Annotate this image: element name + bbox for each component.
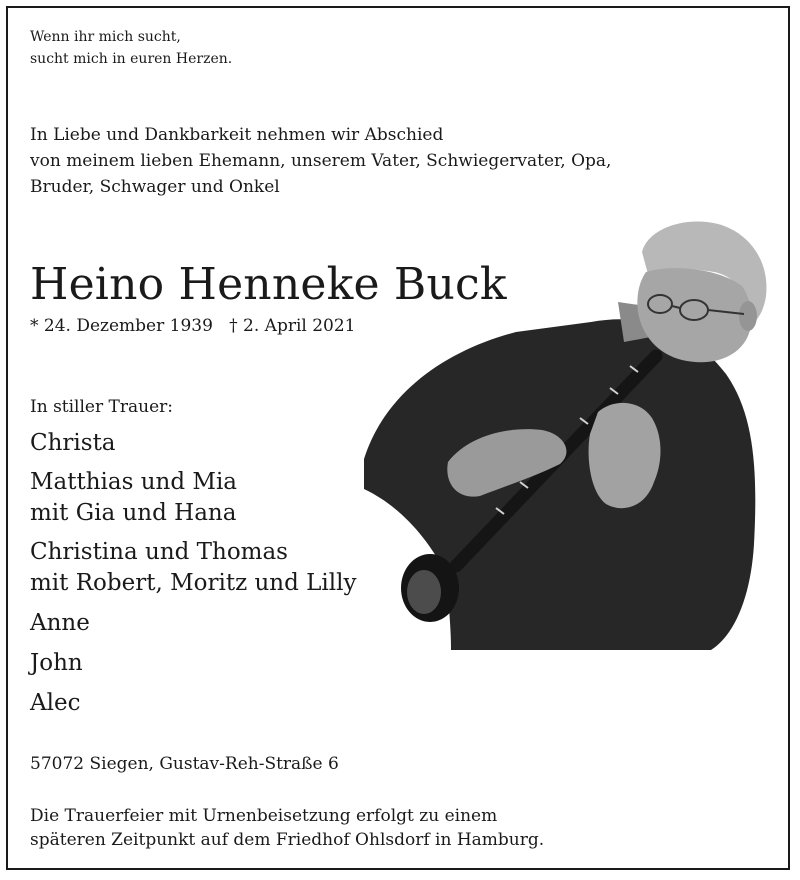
- motto: [30, 26, 232, 70]
- death-date: † 2. April 2021: [229, 316, 356, 336]
- mourner-entry: Anne: [30, 610, 90, 636]
- mourner-entry: John: [30, 650, 83, 676]
- funeral-notice: [30, 804, 544, 852]
- mourners-label: In stiller Trauer:: [30, 397, 173, 417]
- ear: [739, 301, 757, 331]
- funeral-notice-line-1: Die Trauerfeier mit Urnenbeisetzung erfolgt zu einem: [30, 806, 498, 826]
- birth-date: * 24. Dezember 1939: [30, 316, 213, 336]
- intro-line-3: Bruder, Schwager und Onkel: [30, 177, 280, 197]
- address: 57072 Siegen, Gustav-Reh-Straße 6: [30, 754, 339, 774]
- mourner-entry: Alec: [30, 690, 81, 716]
- life-dates: [30, 314, 356, 338]
- mourner-entry: Christa: [30, 430, 116, 456]
- portrait-photo: [356, 214, 774, 654]
- intro-line-2: von meinem lieben Ehemann, unserem Vater, Schwiegervater, Opa,: [30, 151, 612, 171]
- intro-text: [30, 122, 611, 200]
- motto-line-2: sucht mich in euren Herzen.: [30, 51, 233, 67]
- motto-line-1: Wenn ihr mich sucht,: [30, 29, 181, 45]
- funeral-notice-line-2: späteren Zeitpunkt auf dem Friedhof Ohlsdorf in Hamburg.: [30, 830, 545, 850]
- intro-line-1: In Liebe und Dankbarkeit nehmen wir Abschied: [30, 125, 444, 145]
- deceased-name: Heino Henneke Buck: [30, 259, 507, 310]
- mourner-entry: Matthias und Mia mit Gia und Hana: [30, 469, 238, 526]
- mourner-entry: Christina und Thomas mit Robert, Moritz und Lilly: [30, 539, 357, 596]
